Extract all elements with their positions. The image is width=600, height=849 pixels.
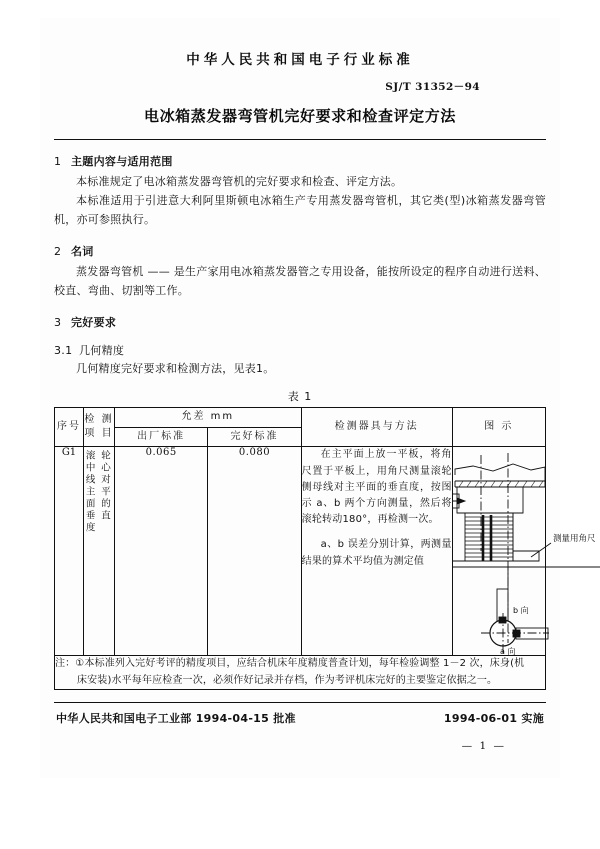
section-1-paragraph-1: 本标准规定了电冰箱蒸发器弯管机的完好要求和检查、评定方法。: [76, 175, 403, 188]
cell-seq: G1: [55, 447, 84, 656]
page-title: 电冰箱蒸发器弯管机完好要求和检查评定方法: [143, 107, 456, 125]
cell-factory-standard: 0.065: [115, 447, 208, 656]
col-header-item: [84, 408, 115, 447]
col-header-good-standard: 完好标准: [208, 427, 301, 447]
table-header-row-1: [55, 408, 546, 428]
col-header-factory-standard: 出厂标准: [115, 427, 208, 447]
col-header-seq: 序号: [55, 408, 84, 447]
section-title-2: 名词: [71, 244, 94, 258]
section-number-1: 1: [54, 155, 62, 168]
table-note-row: [55, 656, 546, 690]
section-heading-1: [54, 153, 546, 169]
section-number-3: 3: [54, 315, 62, 329]
section-title-3: 完好要求: [71, 315, 117, 329]
section-1-paragraph-2: 本标准适用于引进意大利阿里斯顿电冰箱生产专用蒸发器弯管机，其它类(型)冰箱蒸发器弯管机，亦可参照执行。: [54, 193, 546, 226]
table-note: [55, 656, 546, 690]
subsection-title: 几何精度: [79, 343, 125, 357]
subsection-heading-3-1: [54, 342, 546, 358]
page-sheet: [40, 18, 596, 778]
section-heading-3: [54, 314, 546, 330]
figure-label-square-ruler: 测量用角尺: [552, 534, 596, 545]
cell-good-standard: 0.080: [208, 447, 301, 656]
col-header-tolerance-group: 允差 mm: [115, 408, 302, 428]
page-footer: [40, 703, 560, 726]
figure-label-dir-a: a 向: [499, 647, 516, 656]
specification-table: [54, 407, 596, 690]
cell-item-name: [84, 447, 115, 656]
cell-item-name-col-right: 轮心对平的直: [99, 450, 110, 523]
cell-method: [301, 447, 452, 656]
footer-approval: 中华人民共和国电子工业部 1994-04-15 批准: [56, 712, 296, 726]
page-number: — 1 —: [461, 740, 506, 753]
table-row: [55, 447, 546, 656]
document-body: [40, 153, 596, 690]
vertical-text-wrap: [84, 447, 114, 534]
subsection-number: 3.1: [54, 343, 73, 357]
footer-implementation: 1994-06-01 实施: [443, 712, 544, 726]
cell-method-paragraph-1: 在主平面上放一平板，将角尺置于平板上，用角尺测量滚轮侧母线对主平面的垂直度，按图示 a、b 两个方向测量，然后将滚轮转动180°，再检测一次。: [301, 449, 452, 526]
col-header-item-line1: 检 测: [84, 413, 114, 425]
standard-number: SJ/T 31352－94: [385, 81, 480, 93]
table-note-line-2: 床安装)水平每年应检查一次，必须作好记录并存档，作为考评机床完好的主要鉴定依据之一。: [77, 674, 498, 686]
technical-diagram: [453, 447, 596, 656]
figure-label-dir-b: b 向: [512, 606, 529, 616]
section-number-2: 2: [54, 244, 62, 258]
section-heading-2: [54, 243, 546, 259]
col-header-figure: 图 示: [452, 408, 545, 447]
issuer-line: 中华人民共和国电子行业标准: [186, 52, 414, 68]
cell-item-name-col-left: 滚中线主面垂度: [83, 450, 95, 535]
table-caption: 表 1: [287, 390, 313, 404]
col-header-item-line2: 项 目: [84, 428, 114, 440]
cell-figure: [452, 447, 596, 656]
header-divider: [54, 139, 546, 140]
subsection-paragraph: 几何精度完好要求和检测方法，见表1。: [76, 361, 275, 375]
measurement-diagram-svg: [453, 447, 600, 655]
section-2-paragraph-1: 蒸发器弯管机 —— 是生产家用电冰箱蒸发器管之专用设备，能按所设定的程序自动进行送料、校直、弯曲、切割等工作。: [54, 264, 546, 297]
table-note-line-1: 注：①本标准列入完好考评的精度项目，应结合机床年度精度普查计划，每年检验调整 1－2 次，床身(机: [55, 658, 525, 670]
section-title-1: 主题内容与适用范围: [71, 155, 173, 168]
cell-method-paragraph-2: a、b 误差分别计算，两测量结果的算术平均值为测定值: [301, 539, 452, 567]
col-header-method: 检测器具与方法: [301, 408, 452, 447]
